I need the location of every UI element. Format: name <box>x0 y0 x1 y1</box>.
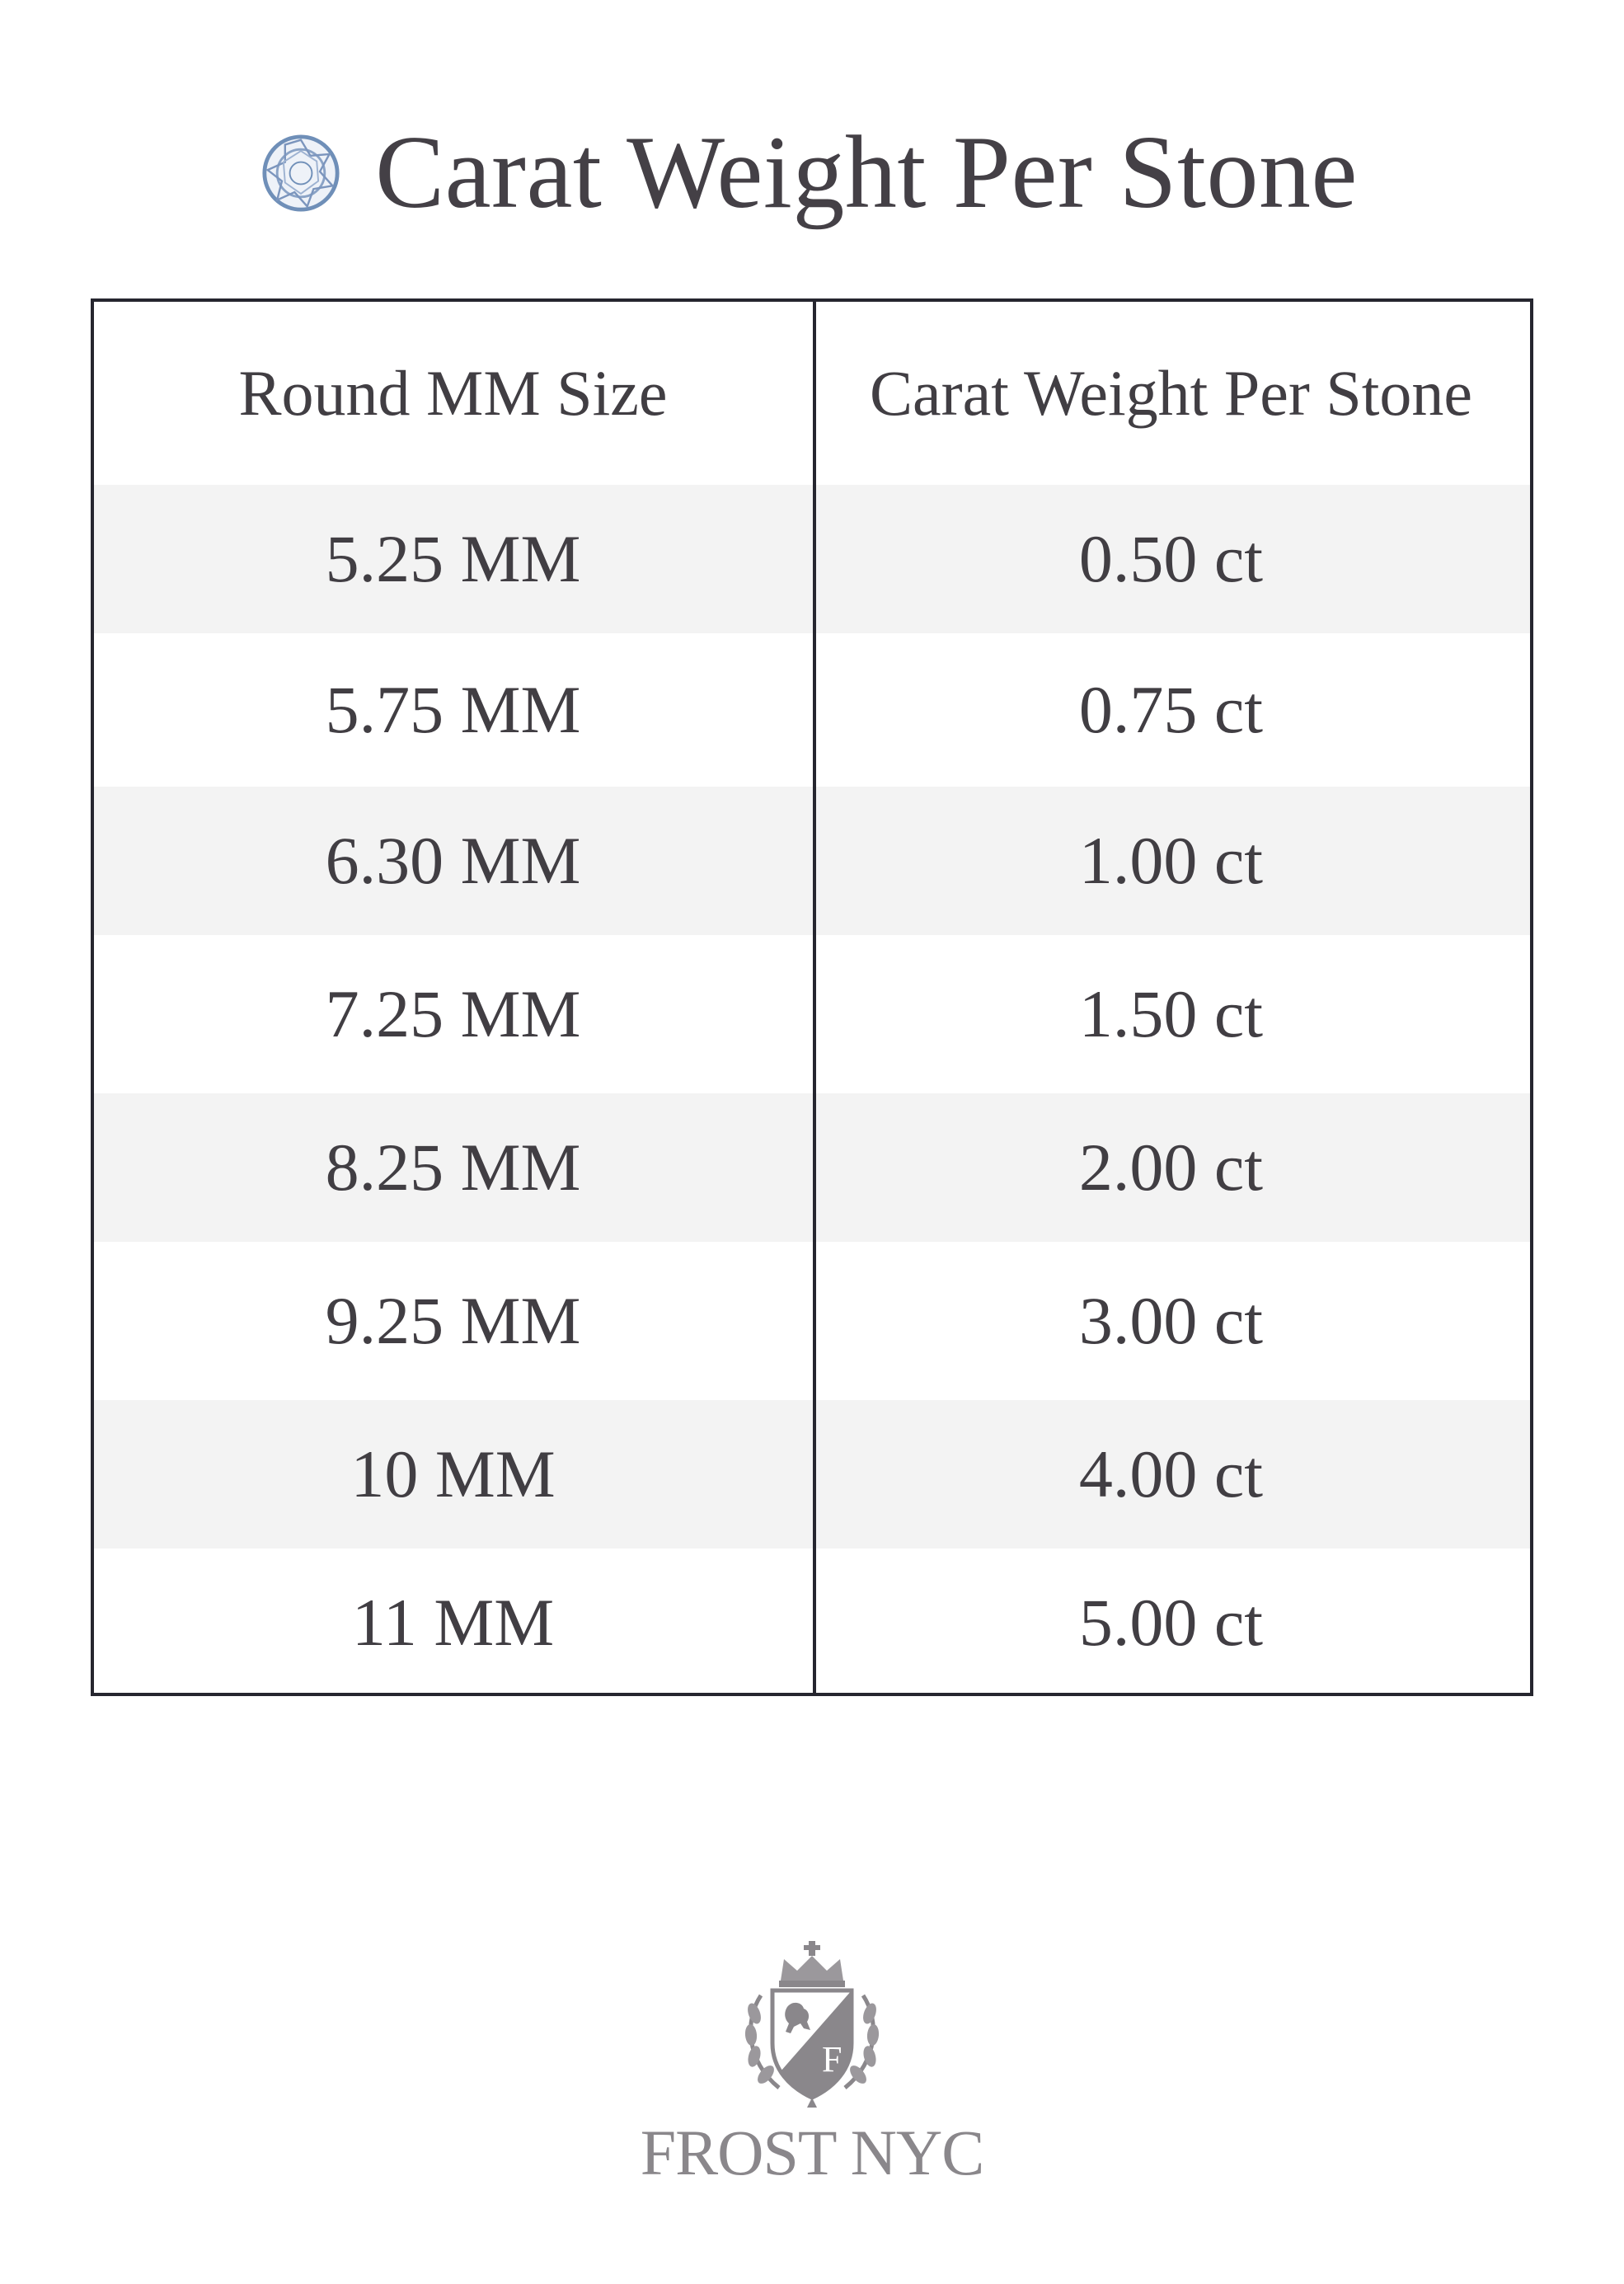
table-row <box>94 1242 1530 1400</box>
brand-name: FROST NYC <box>640 2117 984 2188</box>
page-title: Carat Weight Per Stone <box>375 115 1358 230</box>
mm-size-cell: 9.25 MM <box>325 1283 581 1358</box>
mm-size-cell: 6.30 MM <box>325 823 581 898</box>
carat-weight-cell: 0.50 ct <box>1078 521 1264 596</box>
table-row <box>94 485 1530 633</box>
table-row <box>94 787 1530 935</box>
table-row <box>94 633 1530 787</box>
mm-size-cell: 10 MM <box>350 1436 556 1511</box>
carat-weight-cell: 0.75 ct <box>1078 672 1264 747</box>
carat-weight-table <box>91 298 1533 1696</box>
carat-weight-cell: 1.50 ct <box>1078 976 1264 1051</box>
diamond-icon <box>261 134 340 213</box>
carat-weight-cell: 3.00 ct <box>1078 1283 1264 1358</box>
column-header-mm-size: Round MM Size <box>238 357 668 429</box>
carat-weight-cell: 4.00 ct <box>1078 1436 1264 1511</box>
table-row <box>94 1549 1530 1696</box>
table-row <box>94 1400 1530 1549</box>
title-bar <box>0 99 1624 247</box>
brand-footer <box>0 1938 1624 2210</box>
carat-weight-cell: 5.00 ct <box>1078 1584 1264 1660</box>
mm-size-cell: 11 MM <box>351 1584 555 1660</box>
carat-weight-cell: 2.00 ct <box>1078 1130 1264 1205</box>
mm-size-cell: 8.25 MM <box>325 1130 581 1205</box>
table-row <box>94 935 1530 1093</box>
table-row <box>94 1093 1530 1242</box>
mm-size-cell: 5.25 MM <box>325 521 581 596</box>
crest-logo <box>730 1938 894 2111</box>
carat-weight-cell: 1.00 ct <box>1078 823 1264 898</box>
mm-size-cell: 7.25 MM <box>325 976 581 1051</box>
column-divider <box>813 302 816 1693</box>
crest-letter: F <box>822 2039 843 2080</box>
column-header-carat-weight: Carat Weight Per Stone <box>870 357 1472 429</box>
mm-size-cell: 5.75 MM <box>325 672 581 747</box>
table-header-row <box>94 302 1530 485</box>
